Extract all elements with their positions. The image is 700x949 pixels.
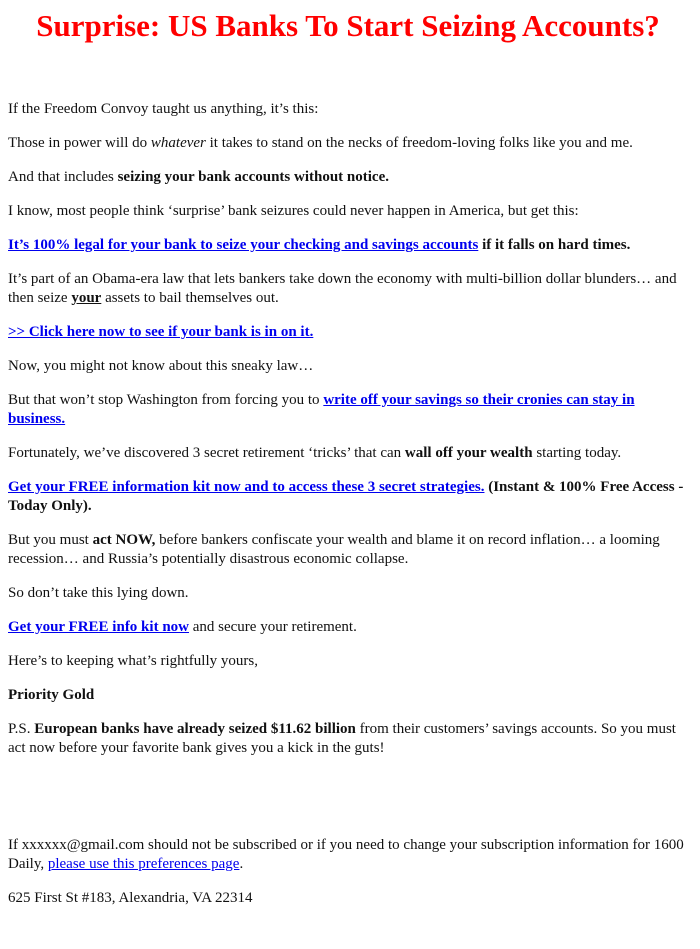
paragraph-click-here — [8, 323, 688, 342]
paragraph-i-know: I know, most people think ‘surprise’ bank seizures could never happen in America, but get this: — [8, 203, 579, 219]
unsubscribe-notice — [8, 836, 688, 874]
strong-text: European banks have already seized $11.62 billion — [34, 721, 356, 737]
strong-text: if it falls on hard times. — [478, 237, 631, 253]
paragraph-intro: If the Freedom Convoy taught us anything, it’s this: — [8, 101, 319, 117]
text: before bankers confiscate your wealth and blame it on record inflation… a looming recession… and Russia’s potentially disastrous economic collapse. — [8, 532, 660, 567]
paragraph-lying-down: So don’t take this lying down. — [8, 585, 189, 601]
text: But you must — [8, 532, 93, 548]
emphasis: whatever — [150, 135, 206, 151]
strong-underlined-text: your — [71, 290, 102, 306]
email-footer — [8, 836, 688, 923]
text: starting today. — [532, 445, 622, 461]
strong-text: act NOW, — [92, 532, 156, 548]
text: Fortunately, we’ve discovered 3 secret retirement ‘tricks’ that can — [8, 445, 405, 461]
mailing-address: 625 First St #183, Alexandria, VA 22314 — [8, 890, 253, 906]
paragraph-fortunately — [8, 444, 688, 463]
text: P.S. — [8, 721, 35, 737]
paragraph-washington — [8, 391, 688, 429]
paragraph-info-kit — [8, 618, 688, 637]
paragraph-obama-law — [8, 270, 688, 308]
text: . — [239, 856, 244, 872]
strong-text: wall off your wealth — [404, 445, 533, 461]
paragraph-ps — [8, 720, 688, 758]
text: But that won’t stop Washington from forcing you to — [8, 392, 324, 408]
paragraph-seizing — [8, 168, 688, 187]
text: It’s part of an Obama-era law that lets bankers take down the economy with multi-billion dollar blunders… and then seize — [8, 271, 677, 306]
legal-seize-link[interactable]: It’s 100% legal for your bank to seize your checking and savings accounts — [8, 237, 479, 253]
paragraph-closing: Here’s to keeping what’s rightfully yours, — [8, 653, 258, 669]
text: assets to bail themselves out. — [101, 290, 279, 306]
strong-text: (Instant & 100% Free Access - Today Only). — [8, 479, 684, 514]
email-body — [8, 100, 688, 758]
paragraph-free-kit — [8, 478, 688, 516]
write-off-savings-link[interactable]: write off your savings so their cronies can stay in business. — [8, 392, 635, 427]
paragraph-legal — [8, 236, 688, 255]
paragraph-those-in-power — [8, 134, 688, 153]
text: If xxxxxx@gmail.com should not be subscribed or if you need to change your subscription information for 1600 Daily, — [8, 837, 684, 872]
strong-text: seizing your bank accounts without notice. — [117, 169, 389, 185]
preferences-page-link[interactable]: please use this preferences page — [47, 856, 240, 872]
headline: Surprise: US Banks To Start Seizing Accounts? — [36, 8, 660, 43]
text: and secure your retirement. — [189, 619, 357, 635]
free-information-kit-link[interactable]: Get your FREE information kit now and to access these 3 secret strategies. — [8, 479, 485, 495]
paragraph-sneaky-law: Now, you might not know about this sneaky law… — [8, 358, 314, 374]
text: from their customers’ savings accounts. So you must act now before your favorite bank gives you a kick in the guts! — [8, 721, 676, 756]
paragraph-act-now — [8, 531, 688, 569]
text: Those in power will do — [8, 135, 151, 151]
click-here-link[interactable]: >> Click here now to see if your bank is in on it. — [8, 324, 314, 340]
text: it takes to stand on the necks of freedom-loving folks like you and me. — [205, 135, 633, 151]
text: And that includes — [8, 169, 118, 185]
paragraph-signature — [8, 686, 688, 705]
signature: Priority Gold — [8, 687, 95, 703]
free-info-kit-link[interactable]: Get your FREE info kit now — [8, 619, 189, 635]
